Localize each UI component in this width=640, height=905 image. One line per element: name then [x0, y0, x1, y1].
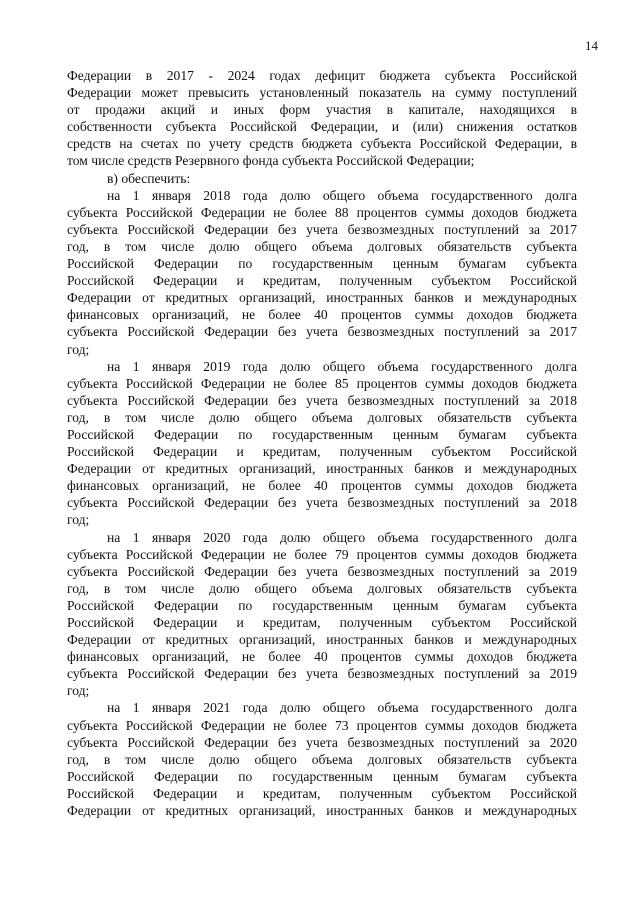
text-line: субъекта Российской Федерации без учета безвозмездных поступлений за 2019 [67, 563, 577, 579]
text-line: субъекта Российской Федерации не более 85 процентов суммы доходов бюджета [67, 375, 577, 391]
text-line: год; [67, 512, 90, 528]
text-line: на 1 января 2018 года долю общего объема государственного долга [107, 187, 577, 203]
text-line: Российской Федерации по государственным ценным бумагам субъекта [67, 597, 577, 613]
text-line: субъекта Российской Федерации не более 79 процентов суммы доходов бюджета [67, 546, 577, 562]
text-line: субъекта Российской Федерации без учета безвозмездных поступлений за 2017 [67, 221, 577, 237]
text-line: собственности субъекта Российской Федерации, и (или) снижения остатков [67, 119, 577, 135]
text-line: год, в том числе долю общего объема долговых обязательств субъекта [67, 238, 577, 254]
text-line: финансовых организаций, не более 40 процентов суммы доходов бюджета [67, 649, 577, 665]
text-line: Федерации от кредитных организаций, иностранных банков и международных [67, 461, 577, 477]
text-line: год, в том числе долю общего объема долговых обязательств субъекта [67, 409, 577, 425]
text-line: Российской Федерации по государственным ценным бумагам субъекта [67, 768, 577, 784]
text-line: в) обеспечить: [107, 170, 191, 186]
text-line: Федерации в 2017 - 2024 годах дефицит бюджета субъекта Российской [67, 68, 577, 83]
document-body [67, 67, 577, 819]
text-line: субъекта Российской Федерации без учета безвозмездных поступлений за 2019 [67, 666, 577, 682]
text-line: финансовых организаций, не более 40 процентов суммы доходов бюджета [67, 478, 577, 494]
text-line: год, в том числе долю общего объема долговых обязательств субъекта [67, 580, 577, 596]
text-line: на 1 января 2021 года долю общего объема государственного долга [107, 700, 577, 716]
text-line: Российской Федерации и кредитам, полученным субъектом Российской [67, 273, 577, 289]
text-line: Федерации может превысить установленный показатель на сумму поступлений [67, 85, 577, 101]
text-line: субъекта Российской Федерации без учета безвозмездных поступлений за 2017 [67, 324, 577, 340]
text-line: год; [67, 683, 90, 699]
text-line: Федерации от кредитных организаций, иностранных банков и международных [67, 632, 577, 648]
text-line: Российской Федерации и кредитам, полученным субъектом Российской [67, 444, 577, 460]
text-line: финансовых организаций, не более 40 процентов суммы доходов бюджета [67, 307, 577, 323]
text-line: субъекта Российской Федерации без учета безвозмездных поступлений за 2020 [67, 734, 577, 750]
text-line: Российской Федерации по государственным ценным бумагам субъекта [67, 426, 577, 442]
text-line: Российской Федерации и кредитам, полученным субъектом Российской [67, 785, 577, 801]
text-line: субъекта Российской Федерации без учета безвозмездных поступлений за 2018 [67, 392, 577, 408]
text-line: Российской Федерации и кредитам, полученным субъектом Российской [67, 615, 577, 630]
text-line: Федерации от кредитных организаций, иностранных банков и международных [67, 803, 577, 819]
text-line: на 1 января 2020 года долю общего объема государственного долга [107, 529, 577, 545]
text-line: субъекта Российской Федерации не более 88 процентов суммы доходов бюджета [67, 204, 577, 220]
text-line: субъекта Российской Федерации без учета безвозмездных поступлений за 2018 [67, 495, 577, 511]
text-line: субъекта Российской Федерации не более 73 процентов суммы доходов бюджета [67, 717, 577, 733]
text-line: Российской Федерации по государственным ценным бумагам субъекта [67, 256, 577, 272]
text-line: год, в том числе долю общего объема долговых обязательств субъекта [67, 751, 577, 767]
page-number: 14 [585, 38, 598, 53]
text-line: от продажи акций и иных форм участия в капитале, находящихся в [67, 102, 577, 118]
text-line: на 1 января 2019 года долю общего объема государственного долга [107, 358, 577, 374]
text-line: том числе средств Резервного фонда субъекта Российской Федерации; [67, 153, 475, 169]
text-line: Федерации от кредитных организаций, иностранных банков и международных [67, 290, 577, 306]
text-line: средств на счетах по учету средств бюджета субъекта Российской Федерации, в [67, 136, 577, 152]
text-line: год; [67, 341, 90, 357]
